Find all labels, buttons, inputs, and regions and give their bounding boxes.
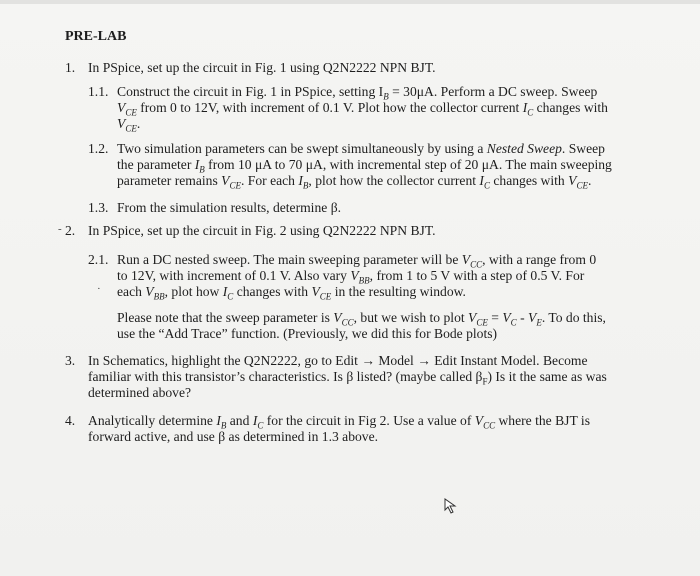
margin-mark: - bbox=[58, 223, 62, 235]
item-1-1-line-1: Construct the circuit in Fig. 1 in PSpice, setting $I_B = 30\mu A$. Perform a DC sweep. Sweep bbox=[117, 84, 598, 102]
item-2-text: In PSpice, set up the circuit in Fig. 2 using Q2N2222 NPN BJT. bbox=[88, 223, 436, 238]
item-3-line-2: familiar with this transistor’s characteristics. Is β listed? (maybe called $\beta_F$) Is it the same as was bbox=[88, 369, 607, 387]
item-4-line-1: Analytically determine $I_B$ and $I_C$ for the circuit in Fig 2. Use a value of $V_{CC}$ where the BJT is bbox=[88, 413, 590, 431]
item-1-1-line-3: $V_{CE}$. bbox=[117, 116, 141, 134]
item-1-3-text: From the simulation results, determine β. bbox=[117, 200, 342, 215]
item-2-1-line-2: to 12V, with increment of 0.1 V. Also vary $V_{BB}$, from 1 to 5 V with a step of 0.5 V. For bbox=[117, 268, 585, 286]
item-3-line-1: In Schematics, highlight the Q2N2222, go to Edit → Model → Edit Instant Model. Become bbox=[88, 353, 588, 368]
item-1-2-line-2: the parameter $I_B$ from 10 μA to 70 μA, with incremental step of 20 μA. The main sweeping bbox=[117, 157, 612, 175]
heading: PRE-LAB bbox=[65, 29, 127, 44]
item-1-1-number: 1.1. bbox=[88, 84, 109, 99]
item-4-number: 4. bbox=[65, 413, 76, 428]
item-1-2-line-3: parameter remains $V_{CE}$. For each $I_B$, plot how the collector current $I_C$ changes with $V_{CE}$. bbox=[117, 173, 592, 191]
item-1-1-line-2: $V_{CE}$ from 0 to 12V, with increment of 0.1 V. Plot how the collector current $I_C$ changes with bbox=[117, 100, 608, 118]
item-3-number: 3. bbox=[65, 353, 76, 368]
note-line-1: Please note that the sweep parameter is $V_{CC}$, but we wish to plot $V_{CE} = V_C - V_E$. To do this, bbox=[117, 310, 606, 328]
item-1-2-number: 1.2. bbox=[88, 141, 109, 156]
item-2-number: 2. bbox=[65, 223, 76, 238]
item-2-1-line-3: each $V_{BB}$, plot how $I_C$ changes with $V_{CE}$ in the resulting window. bbox=[117, 284, 466, 302]
item-1-number: 1. bbox=[65, 60, 76, 75]
item-1-2-line-1: Two simulation parameters can be swept simultaneously by using a Nested Sweep. Sweep bbox=[117, 141, 605, 156]
item-1-text: In PSpice, set up the circuit in Fig. 1 using Q2N2222 NPN BJT. bbox=[88, 60, 436, 75]
item-2-1-number: 2.1. bbox=[88, 252, 109, 267]
note-line-2: use the “Add Trace” function. (Previously, we did this for Bode plots) bbox=[117, 326, 498, 341]
item-1-3-number: 1.3. bbox=[88, 200, 109, 215]
bullet-dot: · bbox=[97, 283, 101, 295]
item-2-1-line-1: Run a DC nested sweep. The main sweeping parameter will be $V_{CC}$, with a range from 0 bbox=[117, 252, 597, 270]
item-3-line-3: determined above? bbox=[88, 385, 192, 400]
item-4-line-2: forward active, and use β as determined in 1.3 above. bbox=[88, 429, 379, 444]
top-border bbox=[0, 0, 700, 4]
mouse-cursor-icon bbox=[444, 498, 458, 514]
